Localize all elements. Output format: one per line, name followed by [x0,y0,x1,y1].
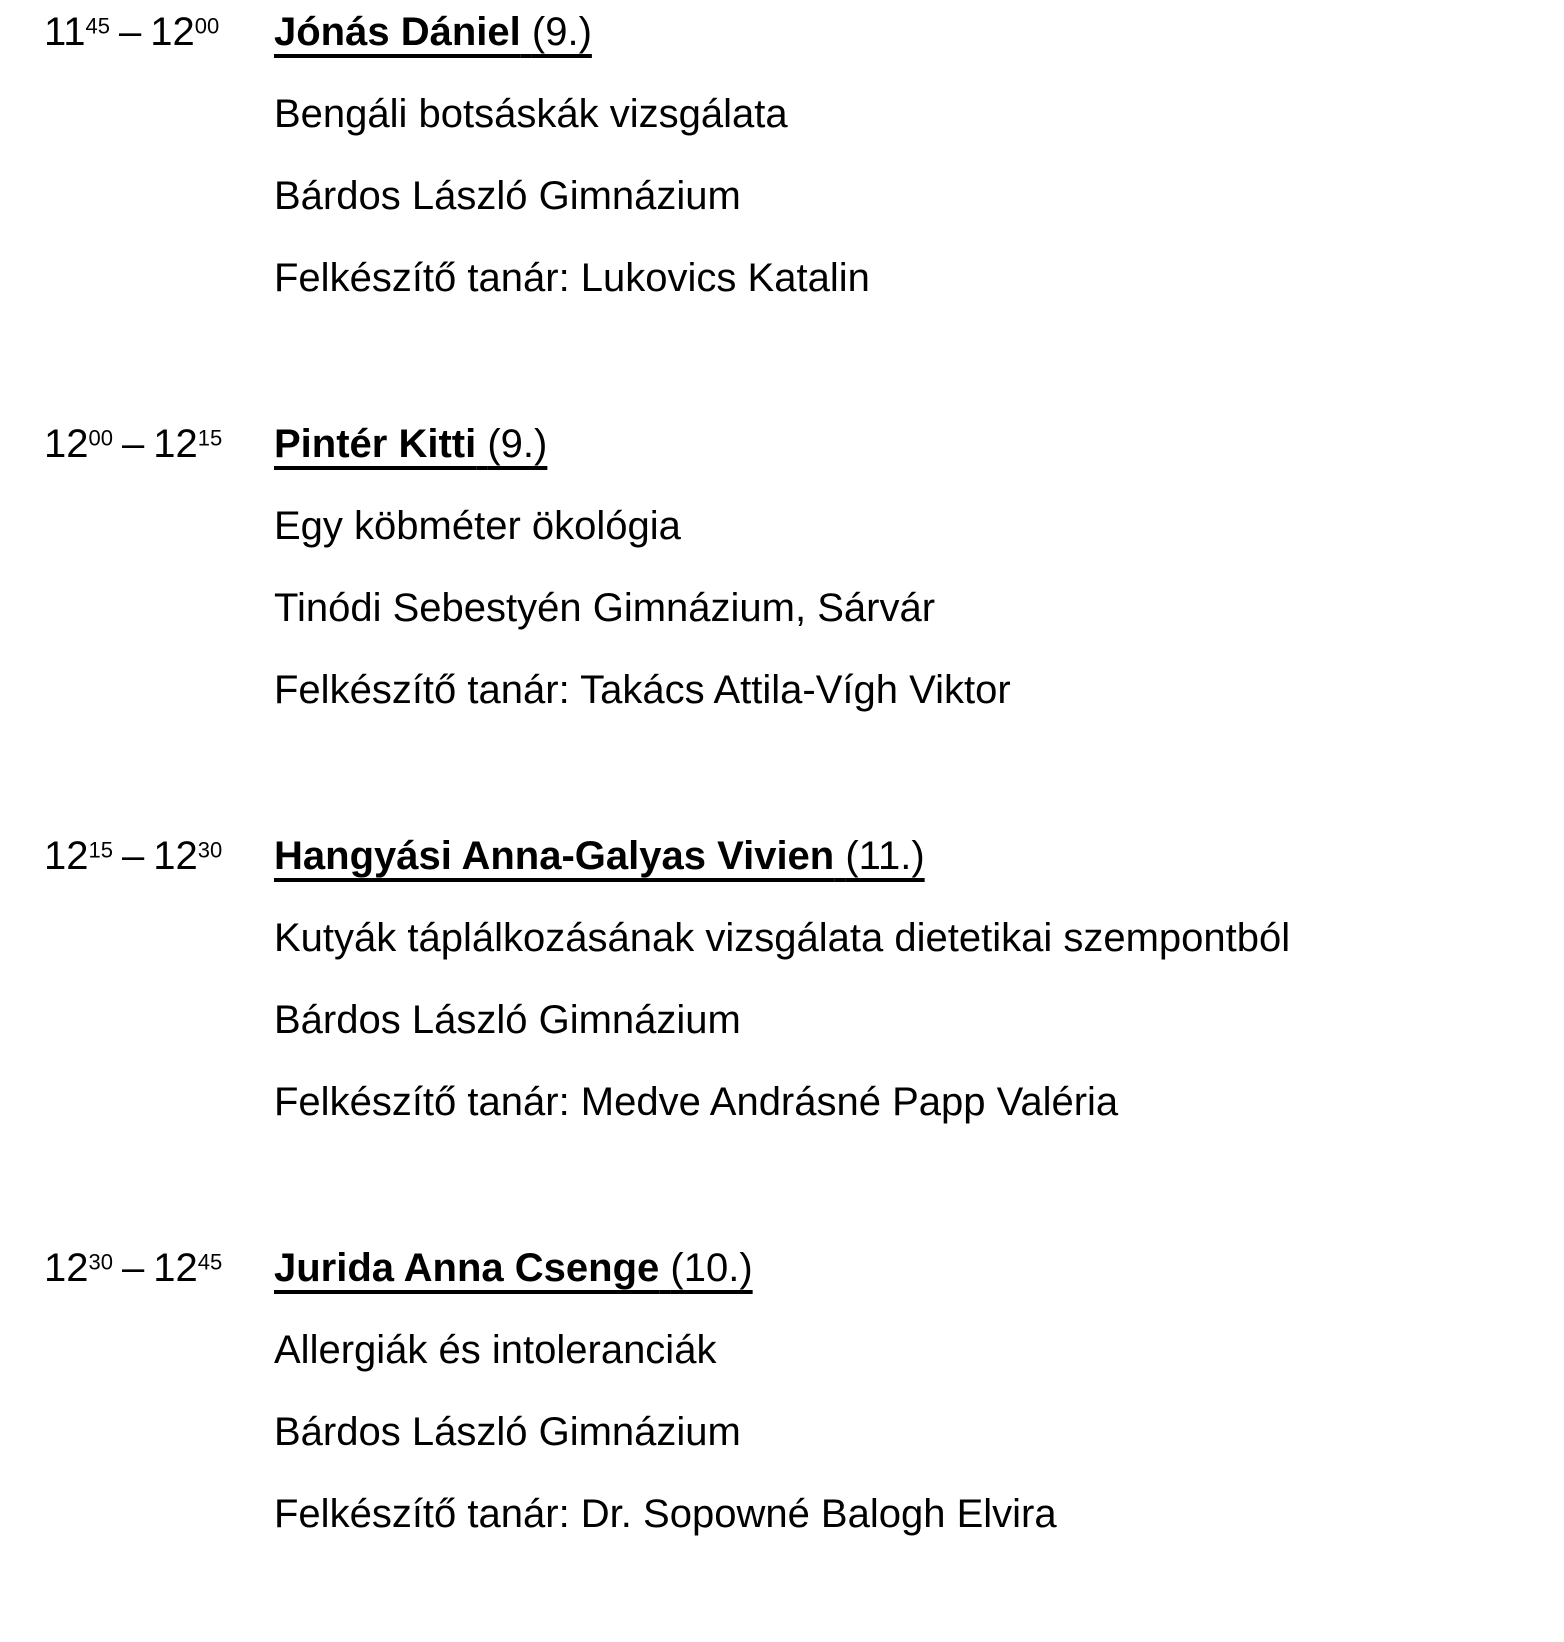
presenter-name: Jurida Anna Csenge [274,1246,660,1290]
time-dash: – [119,10,142,54]
school-name: Bárdos László Gimnázium [274,174,741,218]
end-minutes-superscript: 30 [197,837,223,863]
end-minutes-superscript: 15 [197,425,223,451]
schedule-entry [44,420,1534,714]
teacher-line: Felkészítő tanár: Dr. Sopowné Balogh Elvira [274,1492,1057,1536]
presenter-heading [274,832,1534,880]
teacher-line: Felkészítő tanár: Medve Andrásné Papp Valéria [274,1080,1119,1124]
presenter-heading [274,1244,1534,1292]
end-hour: 12 [153,1246,198,1290]
time-range [44,8,274,56]
presenter-name: Hangyási Anna-Galyas Vivien [274,834,835,878]
end-minutes-superscript: 45 [197,1249,223,1275]
presenter-name: Pintér Kitti [274,422,477,466]
schedule-entry [44,8,1534,302]
entry-details [274,1244,1534,1538]
presenter-name: Jónás Dániel [274,10,521,54]
start-minutes-superscript: 15 [88,837,113,863]
time-dash: – [121,422,145,466]
teacher-line: Felkészítő tanár: Takács Attila-Vígh Viktor [274,668,1011,712]
schedule-entry [44,832,1534,1126]
end-hour: 12 [150,10,195,54]
start-minutes-superscript: 45 [85,13,111,39]
school-name: Bárdos László Gimnázium [274,1410,741,1454]
start-minutes-superscript: 30 [88,1249,113,1275]
project-title: Allergiák és intoleranciák [274,1328,717,1372]
school-name: Tinódi Sebestyén Gimnázium, Sárvár [274,586,936,630]
start-hour: 12 [44,422,89,466]
teacher-line: Felkészítő tanár: Lukovics Katalin [274,256,870,300]
school-name: Bárdos László Gimnázium [274,998,741,1042]
start-minutes-superscript: 00 [88,425,113,451]
presenter-grade: (10.) [670,1246,753,1290]
presenter-grade: (9.) [531,10,592,54]
presenter-heading [274,8,1534,56]
presenter-heading [274,420,1534,468]
start-hour: 12 [44,1246,89,1290]
time-range [44,420,274,468]
entry-details [274,8,1534,302]
time-dash: – [121,1246,145,1290]
presenter-grade: (11.) [845,834,925,878]
time-range [44,1244,274,1292]
entry-details [274,420,1534,714]
start-hour: 12 [44,834,89,878]
end-hour: 12 [153,422,198,466]
time-range [44,832,274,880]
time-dash: – [121,834,145,878]
schedule-entry [44,1244,1534,1538]
start-hour: 11 [44,10,86,54]
presenter-grade: (9.) [487,422,548,466]
project-title: Egy köbméter ökológia [274,504,681,548]
entry-details [274,832,1534,1126]
end-hour: 12 [153,834,198,878]
end-minutes-superscript: 00 [194,13,220,39]
project-title: Kutyák táplálkozásának vizsgálata dietetikai szempontból [274,916,1291,960]
project-title: Bengáli botsáskák vizsgálata [274,92,788,136]
